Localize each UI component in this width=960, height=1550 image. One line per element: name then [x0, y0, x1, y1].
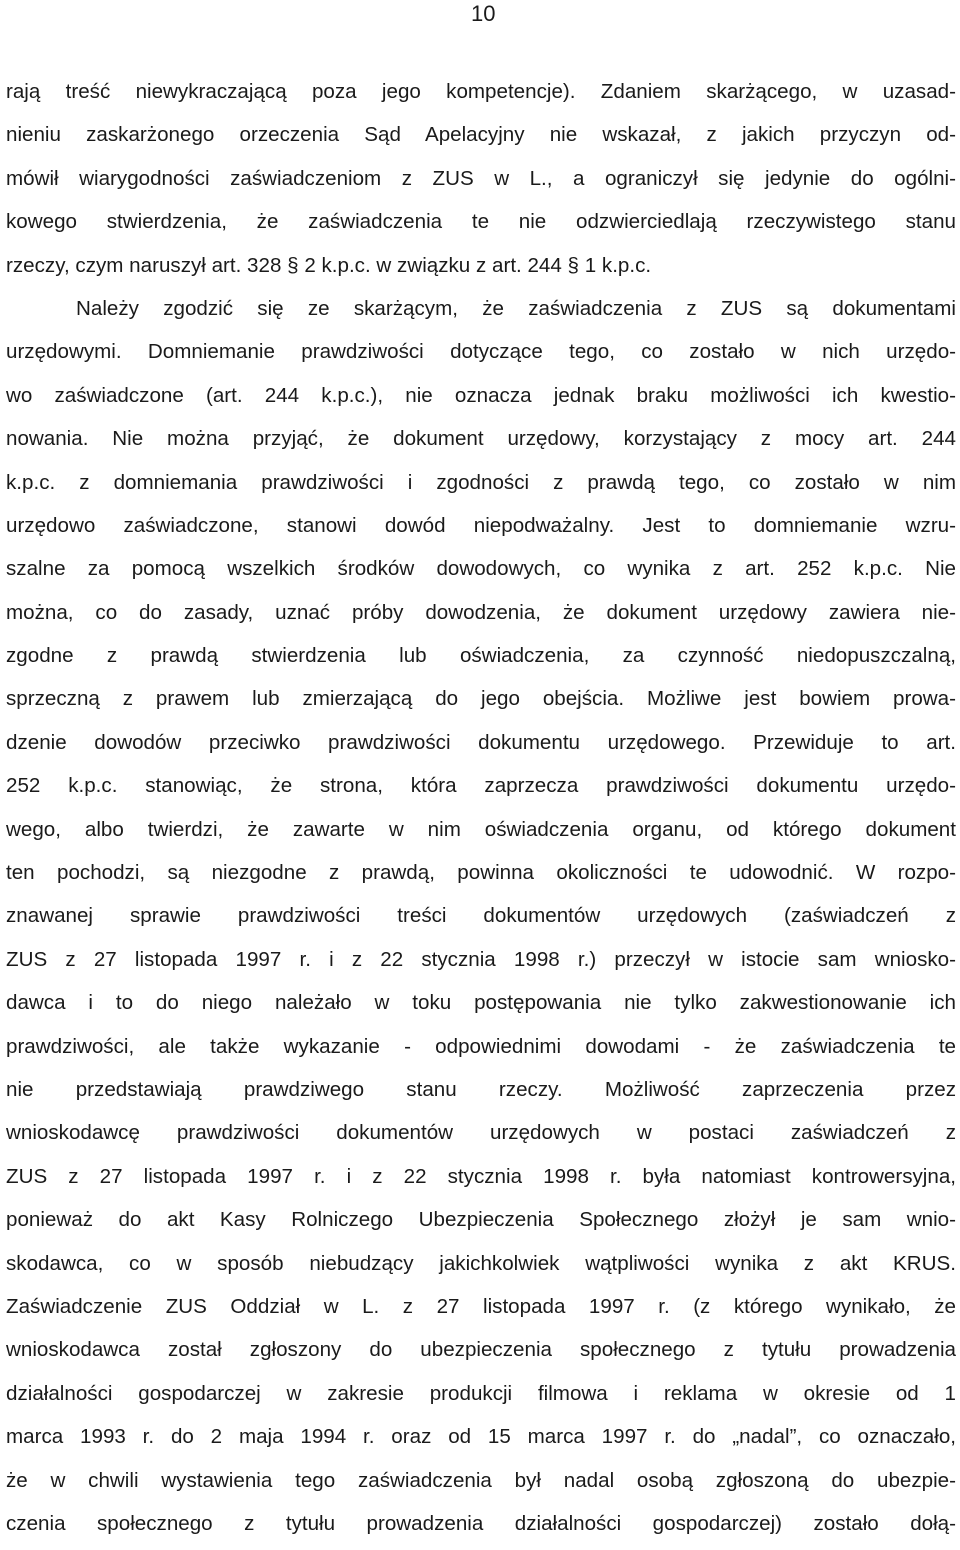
- text-line: mówił wiarygodności zaświadczeniom z ZUS w L., a ograniczył się jedynie do ogólni-: [6, 166, 956, 190]
- text-line: dawca i to do niego należało w toku postępowania nie tylko zakwestionowanie ich: [6, 991, 956, 1015]
- document-body: [6, 70, 956, 1545]
- text-line: urzędowo zaświadczone, stanowi dowód niepodważalny. Jest to domniemanie wzru-: [6, 513, 956, 537]
- text-line: znawanej sprawie prawdziwości treści dokumentów urzędowych (zaświadczeń z: [6, 904, 956, 928]
- text-line: rają treść niewykraczającą poza jego kompetencje). Zdaniem skarżącego, w uzasad-: [6, 80, 956, 103]
- text-line: urzędowymi. Domniemanie prawdziwości dotyczące tego, co zostało w nich urzędo-: [6, 340, 956, 364]
- text-line: ZUS z 27 listopada 1997 r. i z 22 stycznia 1998 r. była natomiast kontrowersyjna,: [6, 1164, 956, 1188]
- text-line: Zaświadczenie ZUS Oddział w L. z 27 listopada 1997 r. (z którego wynikało, że: [6, 1294, 956, 1318]
- text-line: 252 k.p.c. stanowiąc, że strona, która zaprzecza prawdziwości dokumentu urzędo-: [6, 774, 956, 798]
- text-line: prawdziwości, ale także wykazanie - odpowiednimi dowodami - że zaświadczenia te: [6, 1034, 956, 1058]
- text-line: rzeczy, czym naruszył art. 328 § 2 k.p.c. w związku z art. 244 § 1 k.p.c.: [6, 253, 652, 277]
- text-line: czenia społecznego z tytułu prowadzenia działalności gospodarczej) zostało dołą-: [6, 1511, 956, 1535]
- paragraph-first-line: Należy zgodzić się ze skarżącym, że zaświadczenia z ZUS są dokumentami: [76, 296, 956, 320]
- text-line: szalne za pomocą wszelkich środków dowodowych, co wynika z art. 252 k.p.c. Nie: [6, 557, 956, 581]
- text-line: wego, albo twierdzi, że zawarte w nim oświadczenia organu, od którego dokument: [6, 817, 956, 841]
- text-line: skodawca, co w sposób niebudzący jakichkolwiek wątpliwości wynika z akt KRUS.: [6, 1251, 956, 1275]
- text-line: można, co do zasady, uznać próby dowodzenia, że dokument urzędowy zawiera nie-: [6, 600, 956, 624]
- text-line: nieniu zaskarżonego orzeczenia Sąd Apelacyjny nie wskazał, z jakich przyczyn od-: [6, 123, 956, 147]
- text-line: nie przedstawiają prawdziwego stanu rzeczy. Możliwość zaprzeczenia przez: [6, 1078, 956, 1101]
- text-line: wnioskodawcę prawdziwości dokumentów urzędowych w postaci zaświadczeń z: [6, 1121, 956, 1145]
- text-line: dzenie dowodów przeciwko prawdziwości dokumentu urzędowego. Przewiduje to art.: [6, 730, 956, 754]
- text-line: wnioskodawca został zgłoszony do ubezpieczenia społecznego z tytułu prowadzenia: [6, 1338, 956, 1362]
- text-line: nowania. Nie można przyjąć, że dokument urzędowy, korzystający z mocy art. 244: [6, 427, 956, 451]
- page-number: 10: [471, 1, 496, 26]
- text-line: ponieważ do akt Kasy Rolniczego Ubezpieczenia Społecznego złożył je sam wnio-: [6, 1208, 956, 1232]
- text-line: kowego stwierdzenia, że zaświadczenia te nie odzwierciedlają rzeczywistego stanu: [6, 210, 956, 234]
- text-line: wo zaświadczone (art. 244 k.p.c.), nie oznacza jednak braku możliwości ich kwestio-: [6, 383, 956, 407]
- text-line: k.p.c. z domniemania prawdziwości i zgodności z prawdą tego, co zostało w nim: [6, 470, 956, 494]
- text-line: działalności gospodarczej w zakresie produkcji filmowa i reklama w okresie od 1: [6, 1381, 956, 1405]
- text-line: marca 1993 r. do 2 maja 1994 r. oraz od 15 marca 1997 r. do „nadal”, co oznaczało,: [6, 1425, 956, 1449]
- text-line: ten pochodzi, są niezgodne z prawdą, powinna okoliczności te udowodnić. W rozpo-: [6, 861, 956, 885]
- text-line: sprzeczną z prawem lub zmierzającą do jego obejścia. Możliwe jest bowiem prowa-: [6, 687, 956, 711]
- text-line: ZUS z 27 listopada 1997 r. i z 22 stycznia 1998 r.) przeczył w istocie sam wniosko-: [6, 947, 956, 971]
- text-line: że w chwili wystawienia tego zaświadczenia był nadal osobą zgłoszoną do ubezpie-: [6, 1468, 956, 1492]
- text-line: zgodne z prawdą stwierdzenia lub oświadczenia, za czynność niedopuszczalną,: [6, 644, 956, 668]
